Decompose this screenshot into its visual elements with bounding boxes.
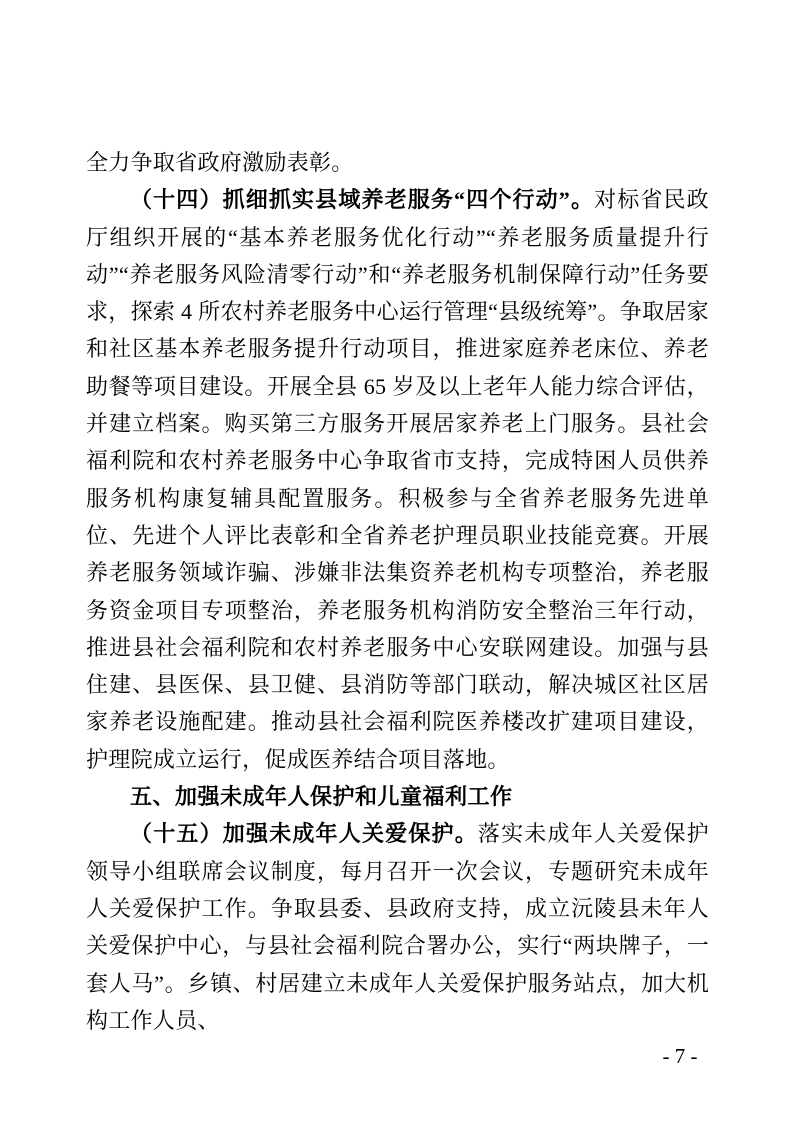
paragraph-continuation: [86, 144, 709, 181]
paragraph-item-15: [86, 815, 709, 1039]
paragraph-lead: （十五）加强未成年人关爱保护。: [130, 821, 478, 847]
paragraph-lead: （十四）抓细抓实县域养老服务“四个行动”。: [130, 187, 595, 213]
paragraph-text: 全力争取省政府激励表彰。: [86, 150, 354, 175]
document-text-block: [86, 144, 709, 1039]
paragraph-text: 对标省民政厅组织开展的“基本养老服务优化行动”“养老服务质量提升行动”“养老服务风险清零行动”和“养老服务机制保障行动”任务要求，探索 4 所农村养老服务中心运行管理“县级统筹”。争取居家和社区基本养老服务提升行动项目，推进家庭养老床位、养老助餐等项目建设。开展全县 65 岁及以上老年人能力综合评估，并建立档案。购买第三方服务开展居家养老上门服务。县社会福利院和农村养老服务中心争取省市支持，完成特困人员供养服务机构康复辅具配置服务。积极参与全省养老服务先进单位、先进个人评比表彰和全省养老护理员职业技能竞赛。开展养老服务领域诈骗、涉嫌非法集资养老机构专项整治，养老服务资金项目专项整治，养老服务机构消防安全整治三年行动，推进县社会福利院和农村养老服务中心安联网建设。加强与县住建、县医保、县卫健、县消防等部门联动，解决城区社区居家养老设施配建。推动县社会福利院医养楼改扩建项目建设，护理院成立运行，促成医养结合项目落地。: [86, 187, 709, 772]
paragraph-text: 落实未成年人关爱保护领导小组联席会议制度，每月召开一次会议，专题研究未成年人关爱保护工作。争取县委、县政府支持，成立沅陵县未年人关爱保护中心，与县社会福利院合署办公，实行“两块牌子，一套人马”。乡镇、村居建立未成年人关爱保护服务站点，加大机构工作人员、: [86, 821, 709, 1033]
paragraph-item-14: [86, 181, 709, 778]
page-number: - 7 -: [662, 1044, 698, 1068]
section-heading: 五、加强未成年人保护和儿童福利工作: [130, 784, 513, 810]
